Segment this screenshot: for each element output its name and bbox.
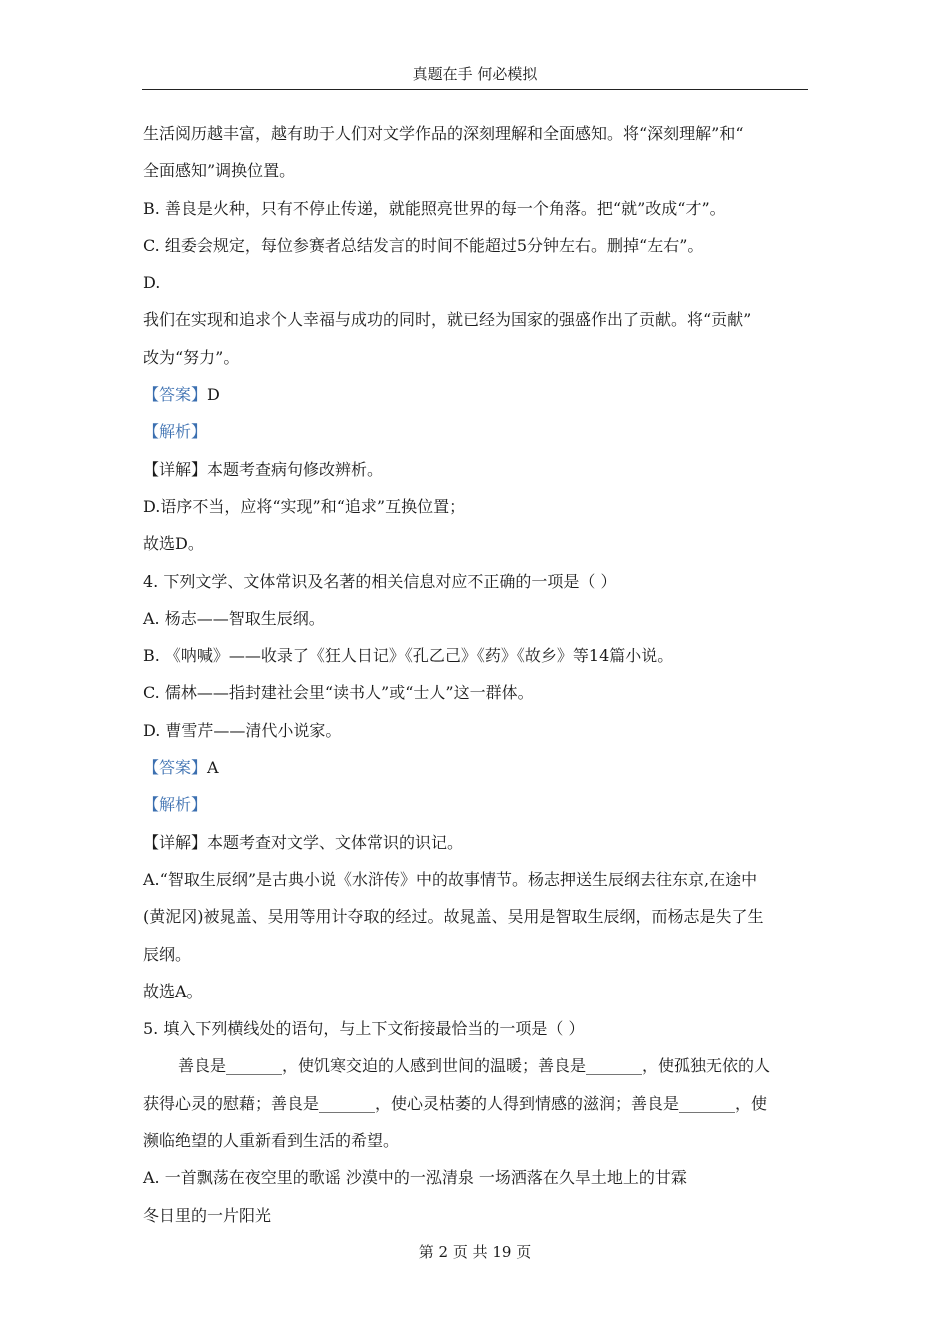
answer-value: D [207, 385, 220, 405]
passage-line: 获得心灵的慰藉；善良是_______，使心灵枯萎的人得到情感的滋润；善良是_______，使 [143, 1093, 768, 1113]
text-line: (黄泥冈)被晁盖、吴用等用计夺取的经过。故晁盖、吴用是智取生辰纲，而杨志是失了生 [143, 907, 764, 927]
page-header: 真题在手 何必模拟 [412, 65, 538, 83]
option-d: D. [143, 273, 161, 293]
text-line: 故选D。 [143, 534, 204, 554]
text-line: 全面感知”调换位置。 [143, 161, 296, 181]
option-c: C. 组委会规定，每位参赛者总结发言的时间不能超过5分钟左右。删掉“左右”。 [143, 235, 704, 255]
text-line: 改为“努力”。 [143, 347, 240, 367]
page-number: 第 2 页 共 19 页 [418, 1243, 532, 1261]
text-line: D.语序不当，应将“实现”和“追求”互换位置； [143, 496, 466, 516]
analysis-label: 【解析】 [143, 795, 208, 815]
option-b: B. 《呐喊》——收录了《狂人日记》《孔乙己》《药》《故乡》等14篇小说。 [143, 646, 674, 666]
header-divider [142, 89, 808, 90]
text-line: A.“智取生辰纲”是古典小说《水浒传》中的故事情节。杨志押送生辰纲去往东京,在途中 [143, 869, 758, 889]
option-b: B. 善良是火种，只有不停止传递，就能照亮世界的每一个角落。把“就”改成“才”。 [143, 198, 726, 218]
option-d: D. 曹雪芹——清代小说家。 [143, 720, 342, 740]
document-body [143, 115, 813, 1234]
answer-value: A [207, 758, 219, 778]
text-line: 生活阅历越丰富，越有助于人们对文学作品的深刻理解和全面感知。将“深刻理解”和“ [143, 124, 744, 143]
analysis-label: 【解析】 [143, 422, 208, 442]
question-5: 5. 填入下列横线处的语句，与上下文衔接最恰当的一项是（ ） [143, 1019, 585, 1039]
question-4: 4. 下列文学、文体常识及名著的相关信息对应不正确的一项是（ ） [143, 571, 617, 591]
text-line: 我们在实现和追求个人幸福与成功的同时，就已经为国家的强盛作出了贡献。将“贡献” [143, 310, 752, 330]
answer-line [143, 376, 813, 413]
option-c: C. 儒林——指封建社会里“读书人”或“士人”这一群体。 [143, 683, 534, 703]
detail-line: 【详解】本题考查病句修改辨析。 [143, 459, 384, 479]
text-line: 辰纲。 [143, 944, 192, 964]
text-line: 冬日里的一片阳光 [143, 1205, 272, 1225]
answer-label: 【答案】 [143, 758, 208, 778]
passage-line: 濒临绝望的人重新看到生活的希望。 [143, 1131, 400, 1151]
text-line: 故选A。 [143, 981, 203, 1001]
answer-line [143, 749, 813, 786]
detail-line: 【详解】本题考查对文学、文体常识的识记。 [143, 832, 464, 852]
option-a: A. 一首飘荡在夜空里的歌谣 沙漠中的一泓清泉 一场洒落在久旱土地上的甘霖 [143, 1168, 687, 1188]
answer-label: 【答案】 [143, 385, 208, 405]
passage-line: 善良是_______，使饥寒交迫的人感到世间的温暖；善良是_______，使孤独无依的人 [178, 1056, 771, 1076]
option-a: A. 杨志——智取生辰纲。 [143, 608, 325, 628]
